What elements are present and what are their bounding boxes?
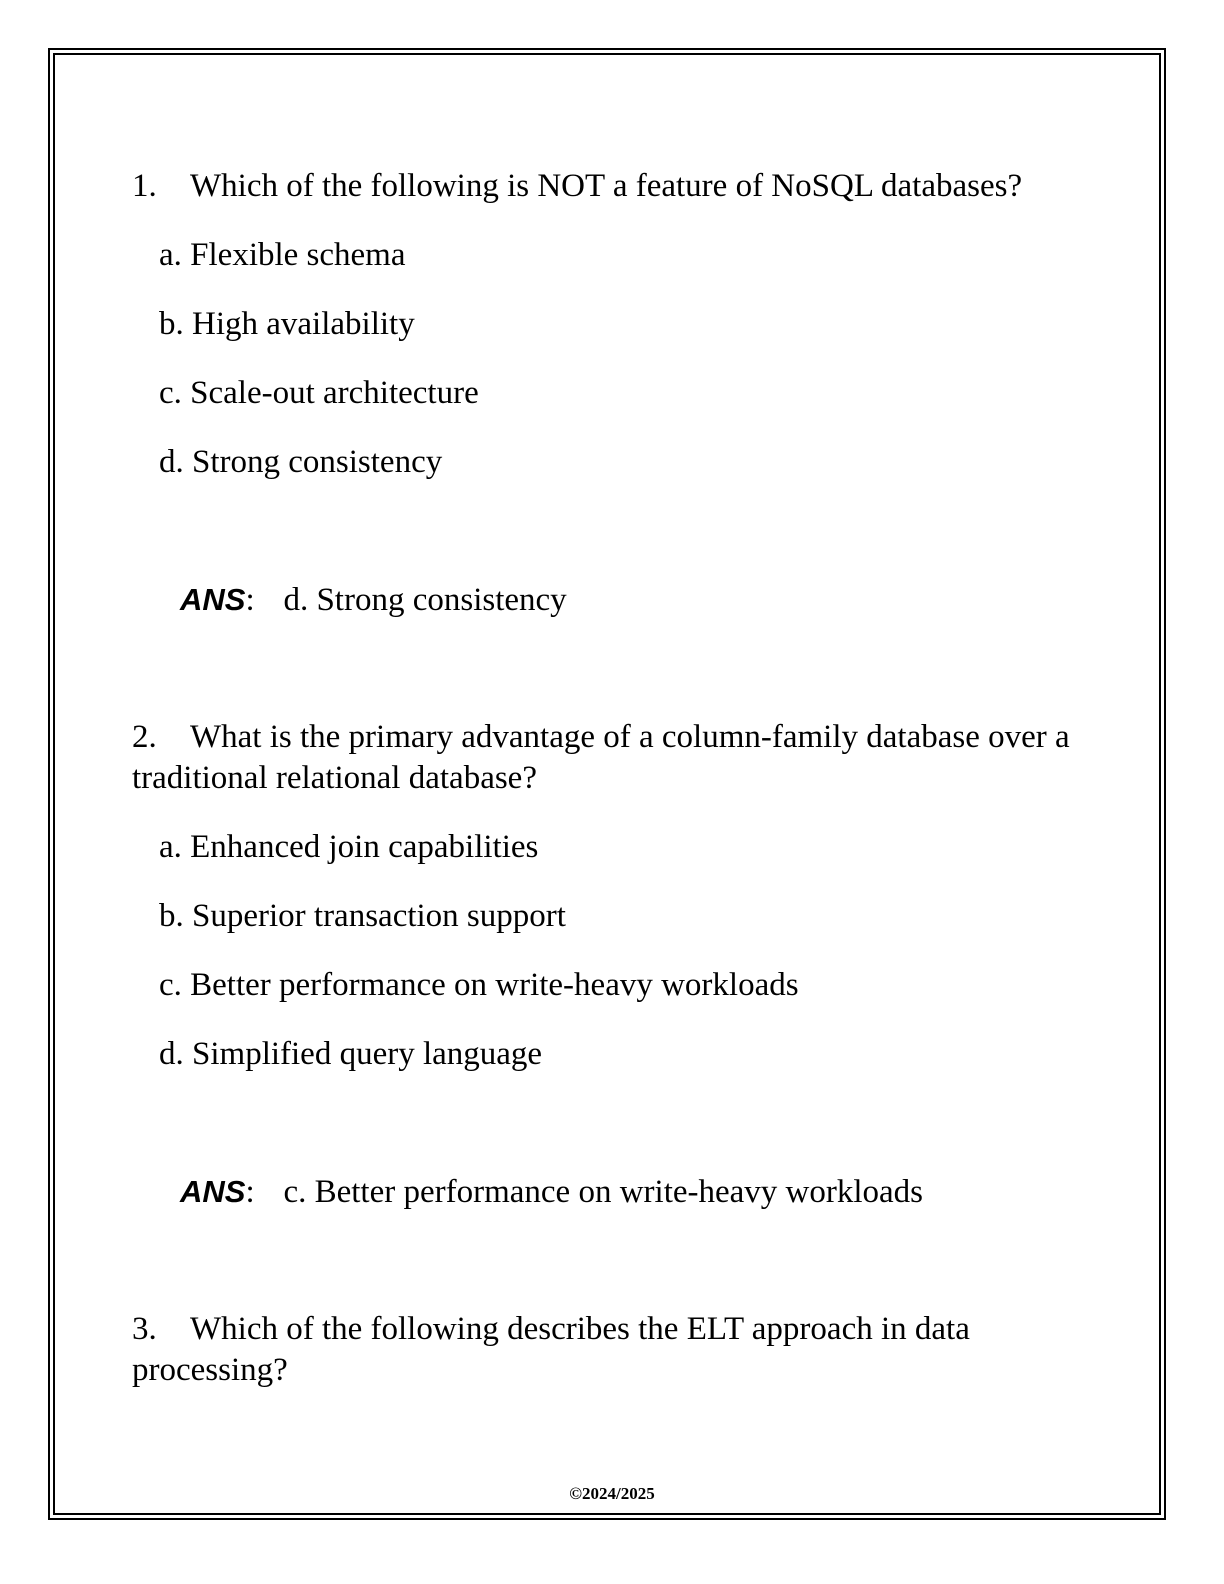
option-a: a. Enhanced join capabilities [159, 829, 539, 865]
option-b: b. High availability [159, 306, 415, 342]
answer-line: ANS: d. Strong consistency [180, 582, 567, 618]
option-d: d. Simplified query language [159, 1036, 543, 1072]
question-block-2 [132, 717, 1092, 1213]
question-number: 1. [132, 168, 157, 204]
question-text: What is the primary advantage of a column-family database over a traditional relational database? [132, 719, 1070, 796]
question-3 [132, 1309, 1092, 1391]
question-text: Which of the following is NOT a feature of NoSQL databases? [190, 168, 1023, 204]
page-content [132, 166, 1092, 1391]
answer-line: ANS: c. Better performance on write-heavy workloads [180, 1174, 924, 1210]
option-c: c. Scale-out architecture [159, 375, 479, 411]
question-2 [132, 717, 1092, 799]
question-text: Which of the following describes the ELT approach in data processing? [132, 1311, 970, 1388]
answer-label: ANS [180, 582, 246, 617]
option-b: b. Superior transaction support [159, 898, 566, 934]
question-number: 2. [132, 719, 157, 755]
answer-text: c. Better performance on write-heavy workloads [283, 1174, 924, 1210]
question-block-1 [132, 166, 1092, 621]
option-d: d. Strong consistency [159, 444, 443, 480]
question-1 [132, 166, 1092, 207]
answer-label: ANS [180, 1174, 246, 1209]
option-a: a. Flexible schema [159, 237, 406, 273]
copyright-footer: ©2024/2025 [569, 1484, 655, 1503]
question-block-3 [132, 1309, 1092, 1391]
answer-text: d. Strong consistency [283, 582, 567, 618]
option-c: c. Better performance on write-heavy workloads [159, 967, 799, 1003]
question-number: 3. [132, 1311, 157, 1347]
